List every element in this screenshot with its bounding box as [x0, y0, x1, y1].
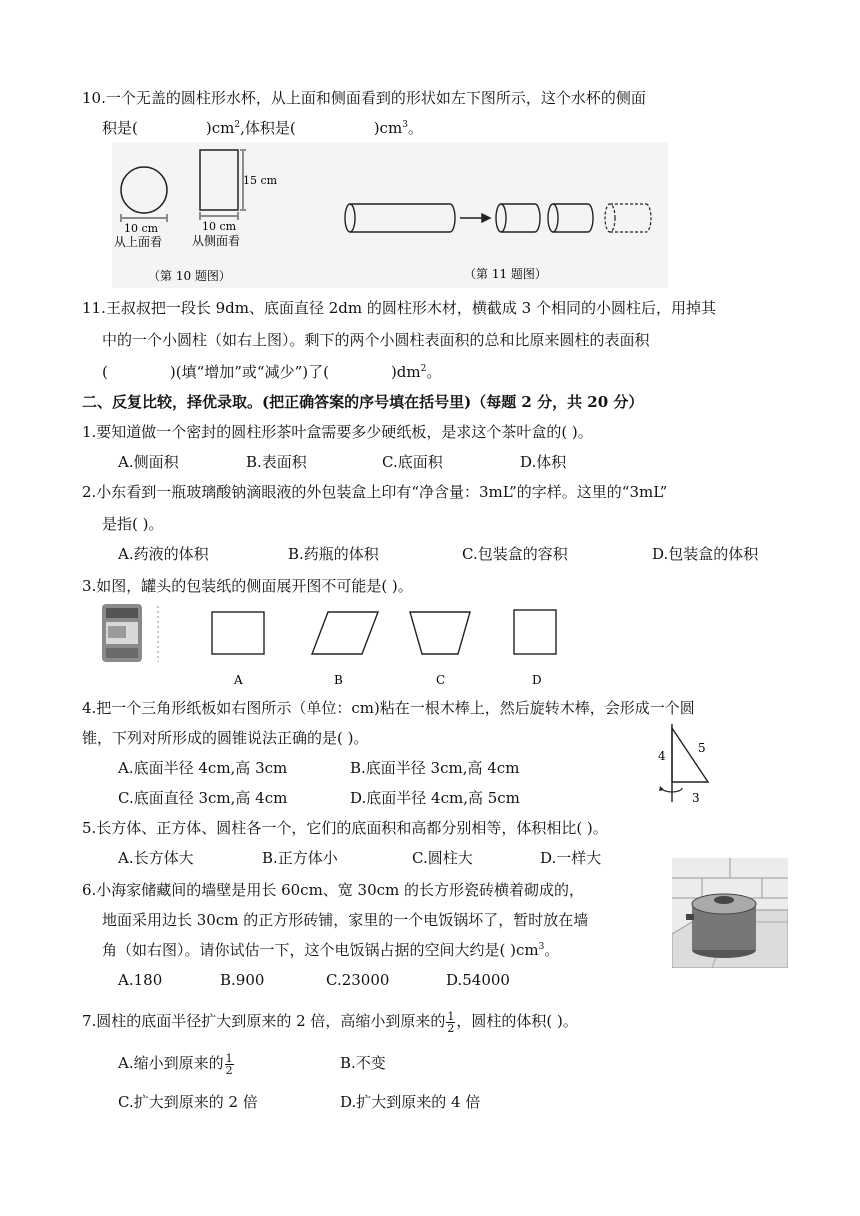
c2-stem2: 是指( )。 [102, 515, 164, 533]
c2-option-b[interactable]: B.药瓶的体积 [288, 545, 379, 563]
q11-line3 [102, 362, 441, 382]
fig10-side-dim: 10 cm [202, 220, 237, 233]
c1-option-b[interactable]: B.表面积 [246, 453, 307, 471]
c6-rice-cooker-svg [672, 858, 788, 968]
shape-a-rectangle [212, 612, 264, 654]
c7-option-b[interactable]: B.不变 [340, 1054, 386, 1072]
c7-frac-numerator: 1 [447, 1009, 455, 1023]
c1-option-c[interactable]: C.底面积 [382, 453, 443, 471]
c4-triangle-svg [650, 722, 730, 808]
q11-end: 。 [426, 363, 442, 381]
c6-sup: 3 [538, 942, 545, 952]
triangle-side-bottom: 3 [692, 791, 700, 805]
c7-option-a-text: A.缩小到原来的 [118, 1054, 224, 1072]
c5-option-a[interactable]: A.长方体大 [118, 849, 194, 867]
c6-stem3 [102, 940, 559, 960]
triangle-side-hyp: 5 [698, 741, 706, 755]
arrow-icon [460, 214, 490, 222]
can-image [102, 604, 142, 662]
fig11-removed-cylinder [605, 204, 651, 232]
c7-stem [82, 1006, 578, 1036]
c6-stem3-text: 角（如右图）。请你试估一下，这个电饭锅占据的空间大约是( )cm [102, 941, 539, 959]
q11-unit: )dm [390, 363, 421, 381]
q11-line1: 11.王叔叔把一段长 9dm、底面直径 2dm 的圆柱形木材，横截成 3 个相同的小圆柱后，用掉其 [82, 299, 716, 317]
c5-option-d[interactable]: D.一样大 [540, 849, 602, 867]
c2-option-a[interactable]: A.药液的体积 [118, 545, 209, 563]
c4-option-d[interactable]: D.底面半径 4cm,高 5cm [350, 789, 520, 807]
c2-option-c[interactable]: C.包装盒的容积 [462, 545, 568, 563]
rice-cooker-icon [686, 894, 756, 958]
q10-text2: ,体积是( [240, 119, 296, 137]
c6-rice-cooker-figure [672, 858, 788, 968]
q10-text: 积是( [102, 119, 138, 137]
c3-figure-svg [100, 602, 580, 692]
fig10-side-height: 15 cm [243, 174, 278, 187]
q10-sup2: 3 [402, 120, 408, 130]
triangle-side-left: 4 [658, 749, 666, 763]
c4-stem2: 锥，下列对所形成的圆锥说法正确的是( )。 [82, 729, 369, 747]
c4-option-c[interactable]: C.底面直径 3cm,高 4cm [118, 789, 288, 807]
fig11-caption: （第 11 题图） [464, 267, 547, 281]
shape-b-parallelogram [312, 612, 378, 654]
shape-b-label: B [334, 673, 343, 687]
c7-option-a-numerator: 1 [225, 1051, 233, 1065]
c7-option-d[interactable]: D.扩大到原来的 4 倍 [340, 1093, 481, 1111]
c6-end: 。 [544, 941, 560, 959]
c1-stem: 1.要知道做一个密封的圆柱形茶叶盒需要多少硬纸板，是求这个茶叶盒的( )。 [82, 423, 593, 441]
c1-option-a[interactable]: A.侧面积 [118, 453, 179, 471]
right-triangle [672, 728, 708, 782]
c1-option-d[interactable]: D.体积 [520, 453, 567, 471]
section2-heading: 二、反复比较，择优录取。(把正确答案的序号填在括号里)（每题 2 分，共 20 分） [82, 393, 644, 411]
q11-text: ( [102, 363, 108, 381]
fig11-small-cylinder-2 [548, 204, 593, 232]
q10-unit2: )cm [373, 119, 403, 137]
c7-option-a[interactable] [118, 1048, 235, 1078]
c5-stem: 5.长方体、正方体、圆柱各一个，它们的底面积和高都分别相等，体积相比( )。 [82, 819, 608, 837]
c7-stem-b: ，圆柱的体积( )。 [456, 1012, 578, 1030]
fig11-long-cylinder [345, 204, 455, 232]
fig10-top-dim: 10 cm [124, 222, 159, 235]
c3-figure [100, 602, 580, 692]
c6-option-d[interactable]: D.54000 [446, 971, 510, 989]
c7-stem-a: 7.圆柱的底面半径扩大到原来的 2 倍，高缩小到原来的 [82, 1012, 446, 1030]
c6-option-b[interactable]: B.900 [220, 971, 265, 989]
fig10-top-label: 从上面看 [114, 235, 163, 249]
c6-option-c[interactable]: C.23000 [326, 971, 390, 989]
fig11-small-cylinder-1 [496, 204, 540, 232]
c4-option-b[interactable]: B.底面半径 3cm,高 4cm [350, 759, 520, 777]
fig10-circle [121, 167, 167, 213]
fig10-rect [200, 150, 238, 210]
c3-stem: 3.如图，罐头的包装纸的侧面展开图不可能是( )。 [82, 577, 413, 595]
c7-option-c[interactable]: C.扩大到原来的 2 倍 [118, 1093, 258, 1111]
q11-text2: )(填“增加”或“减少”)了( [169, 363, 329, 381]
shape-d-label: D [532, 673, 542, 687]
c6-stem1: 6.小海家储藏间的墙壁是用长 60cm、宽 30cm 的长方形瓷砖横着砌成的， [82, 881, 585, 899]
figure-10-11-svg [112, 142, 668, 288]
q10-end: 。 [407, 119, 423, 137]
c7-frac-denominator: 2 [447, 1021, 455, 1035]
c6-option-a[interactable]: A.180 [118, 971, 163, 989]
c5-option-c[interactable]: C.圆柱大 [412, 849, 473, 867]
shape-d-square [514, 610, 556, 654]
q10-line2 [102, 118, 423, 138]
c7-option-a-denominator: 2 [225, 1063, 233, 1077]
q10-unit: )cm [205, 119, 235, 137]
q11-line2: 中的一个小圆柱（如右上图）。剩下的两个小圆柱表面积的总和比原来圆柱的表面积 [102, 331, 650, 349]
shape-c-trapezoid [410, 612, 470, 654]
figure-10-11-strip [112, 142, 668, 288]
c4-stem1: 4.把一个三角形纸板如右图所示（单位：cm)粘在一根木棒上，然后旋转木棒，会形成一个圆 [82, 699, 695, 717]
c6-stem2: 地面采用边长 30cm 的正方形砖铺，家里的一个电饭锅坏了，暂时放在墙 [102, 911, 589, 929]
shape-a-label: A [234, 673, 243, 687]
c2-option-d[interactable]: D.包装盒的体积 [652, 545, 759, 563]
c4-option-a[interactable]: A.底面半径 4cm,高 3cm [118, 759, 288, 777]
q11-sup: 2 [420, 364, 427, 374]
c4-triangle-figure [650, 722, 730, 808]
shape-c-label: C [436, 673, 446, 687]
c2-stem1: 2.小东看到一瓶玻璃酸钠滴眼液的外包装盒上印有“净含量：3mL”的字样。这里的“3mL” [82, 483, 668, 501]
c7-fraction [446, 1011, 455, 1034]
fig10-side-label: 从侧面看 [192, 234, 241, 248]
c7-option-a-fraction [225, 1053, 234, 1076]
q10-sup: 2 [234, 120, 241, 130]
q10-line1: 10.一个无盖的圆柱形水杯，从上面和侧面看到的形状如左下图所示，这个水杯的侧面 [82, 89, 646, 107]
fig10-caption: （第 10 题图） [148, 269, 231, 283]
c5-option-b[interactable]: B.正方体小 [262, 849, 338, 867]
